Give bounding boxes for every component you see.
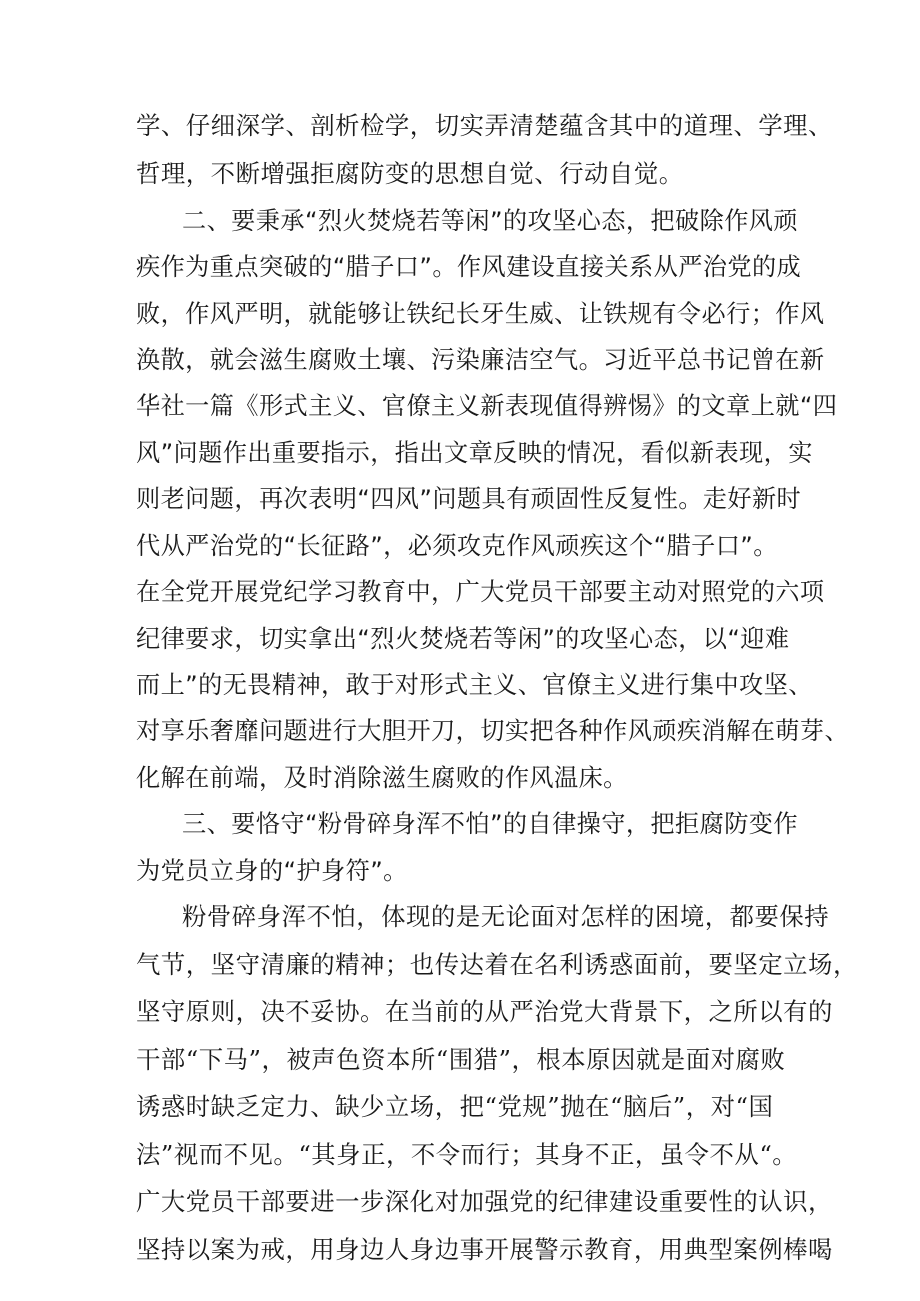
text-line: 学、仔细深学、剖析检学，切实弄清楚蕴含其中的道理、学理、	[136, 111, 833, 140]
text-line: 坚持以案为戒，用身边人身边事开展警示教育，用典型案例棒喝	[136, 1235, 833, 1264]
text-line: 涣散，就会滋生腐败土壤、污染廉洁空气。习近平总书记曾在新	[136, 346, 825, 374]
text-line: 广大党员干部要进一步深化对加强党的纪律建设重要性的认识，	[136, 1187, 833, 1216]
text-line: 哲理，不断增强拒腐防变的思想自觉、行动自觉。	[136, 159, 684, 188]
text-line: 华社一篇《形式主义、官僚主义新表现值得辨惕》的文章上就“四	[136, 392, 838, 420]
text-line: 坚守原则，决不妥协。在当前的从严治党大背景下，之所以有的	[136, 997, 833, 1026]
text-line: 二、要秉承“烈火焚烧若等闲”的攻坚心态，把破除作风顽	[182, 207, 798, 235]
text-line: 疾作为重点突破的“腊子口”。作风建设直接关系从严治党的成	[136, 253, 802, 281]
text-line: 代从严治党的“长征路”，必须攻克作风顽疾这个“腊子口”。	[136, 532, 778, 560]
text-line: 诱惑时缺乏定力、缺少立场，把“党规”抛在“脑后”，对“国	[136, 1092, 774, 1121]
text-line: 粉骨碎身浑不怕，体现的是无论面对怎样的困境，都要保持	[182, 902, 830, 931]
text-line: 在全党开展党纪学习教育中，广大党员干部要主动对照党的六项	[136, 578, 825, 606]
text-line: 纪律要求，切实拿出“烈火焚烧若等闲”的攻坚心态，以“迎难	[136, 625, 790, 653]
text-line: 对享乐奢靡问题进行大胆开刀，切实把各种作风顽疾消解在萌芽、	[136, 717, 850, 745]
text-line: 化解在前端，及时消除滋生腐败的作风温床。	[136, 764, 628, 792]
text-line: 风”问题作出重要指示，指出文章反映的情况，看似新表现，实	[136, 439, 813, 467]
text-line: 败，作风严明，就能够让铁纪长牙生威、让铁规有令必行；作风	[136, 300, 825, 328]
text-line: 气节，坚守清廉的精神；也传达着在名利诱惑面前，要坚定立场，	[136, 950, 858, 979]
text-line: 法”视而不见。“其身正，不令而行；其身不正，虽令不从“。	[136, 1140, 798, 1169]
text-line: 干部“下马”，被声色资本所“围猎”，根本原因就是面对腐败	[136, 1045, 786, 1074]
text-line: 而上”的无畏精神，敢于对形式主义、官僚主义进行集中攻坚、	[136, 671, 813, 699]
text-line: 为党员立身的“护身符”。	[136, 857, 408, 885]
text-line: 三、要恪守“粉骨碎身浑不怕”的自律操守，把拒腐防变作	[182, 810, 798, 838]
text-line: 则老问题，再次表明“四风”问题具有顽固性反复性。走好新时	[136, 485, 802, 513]
